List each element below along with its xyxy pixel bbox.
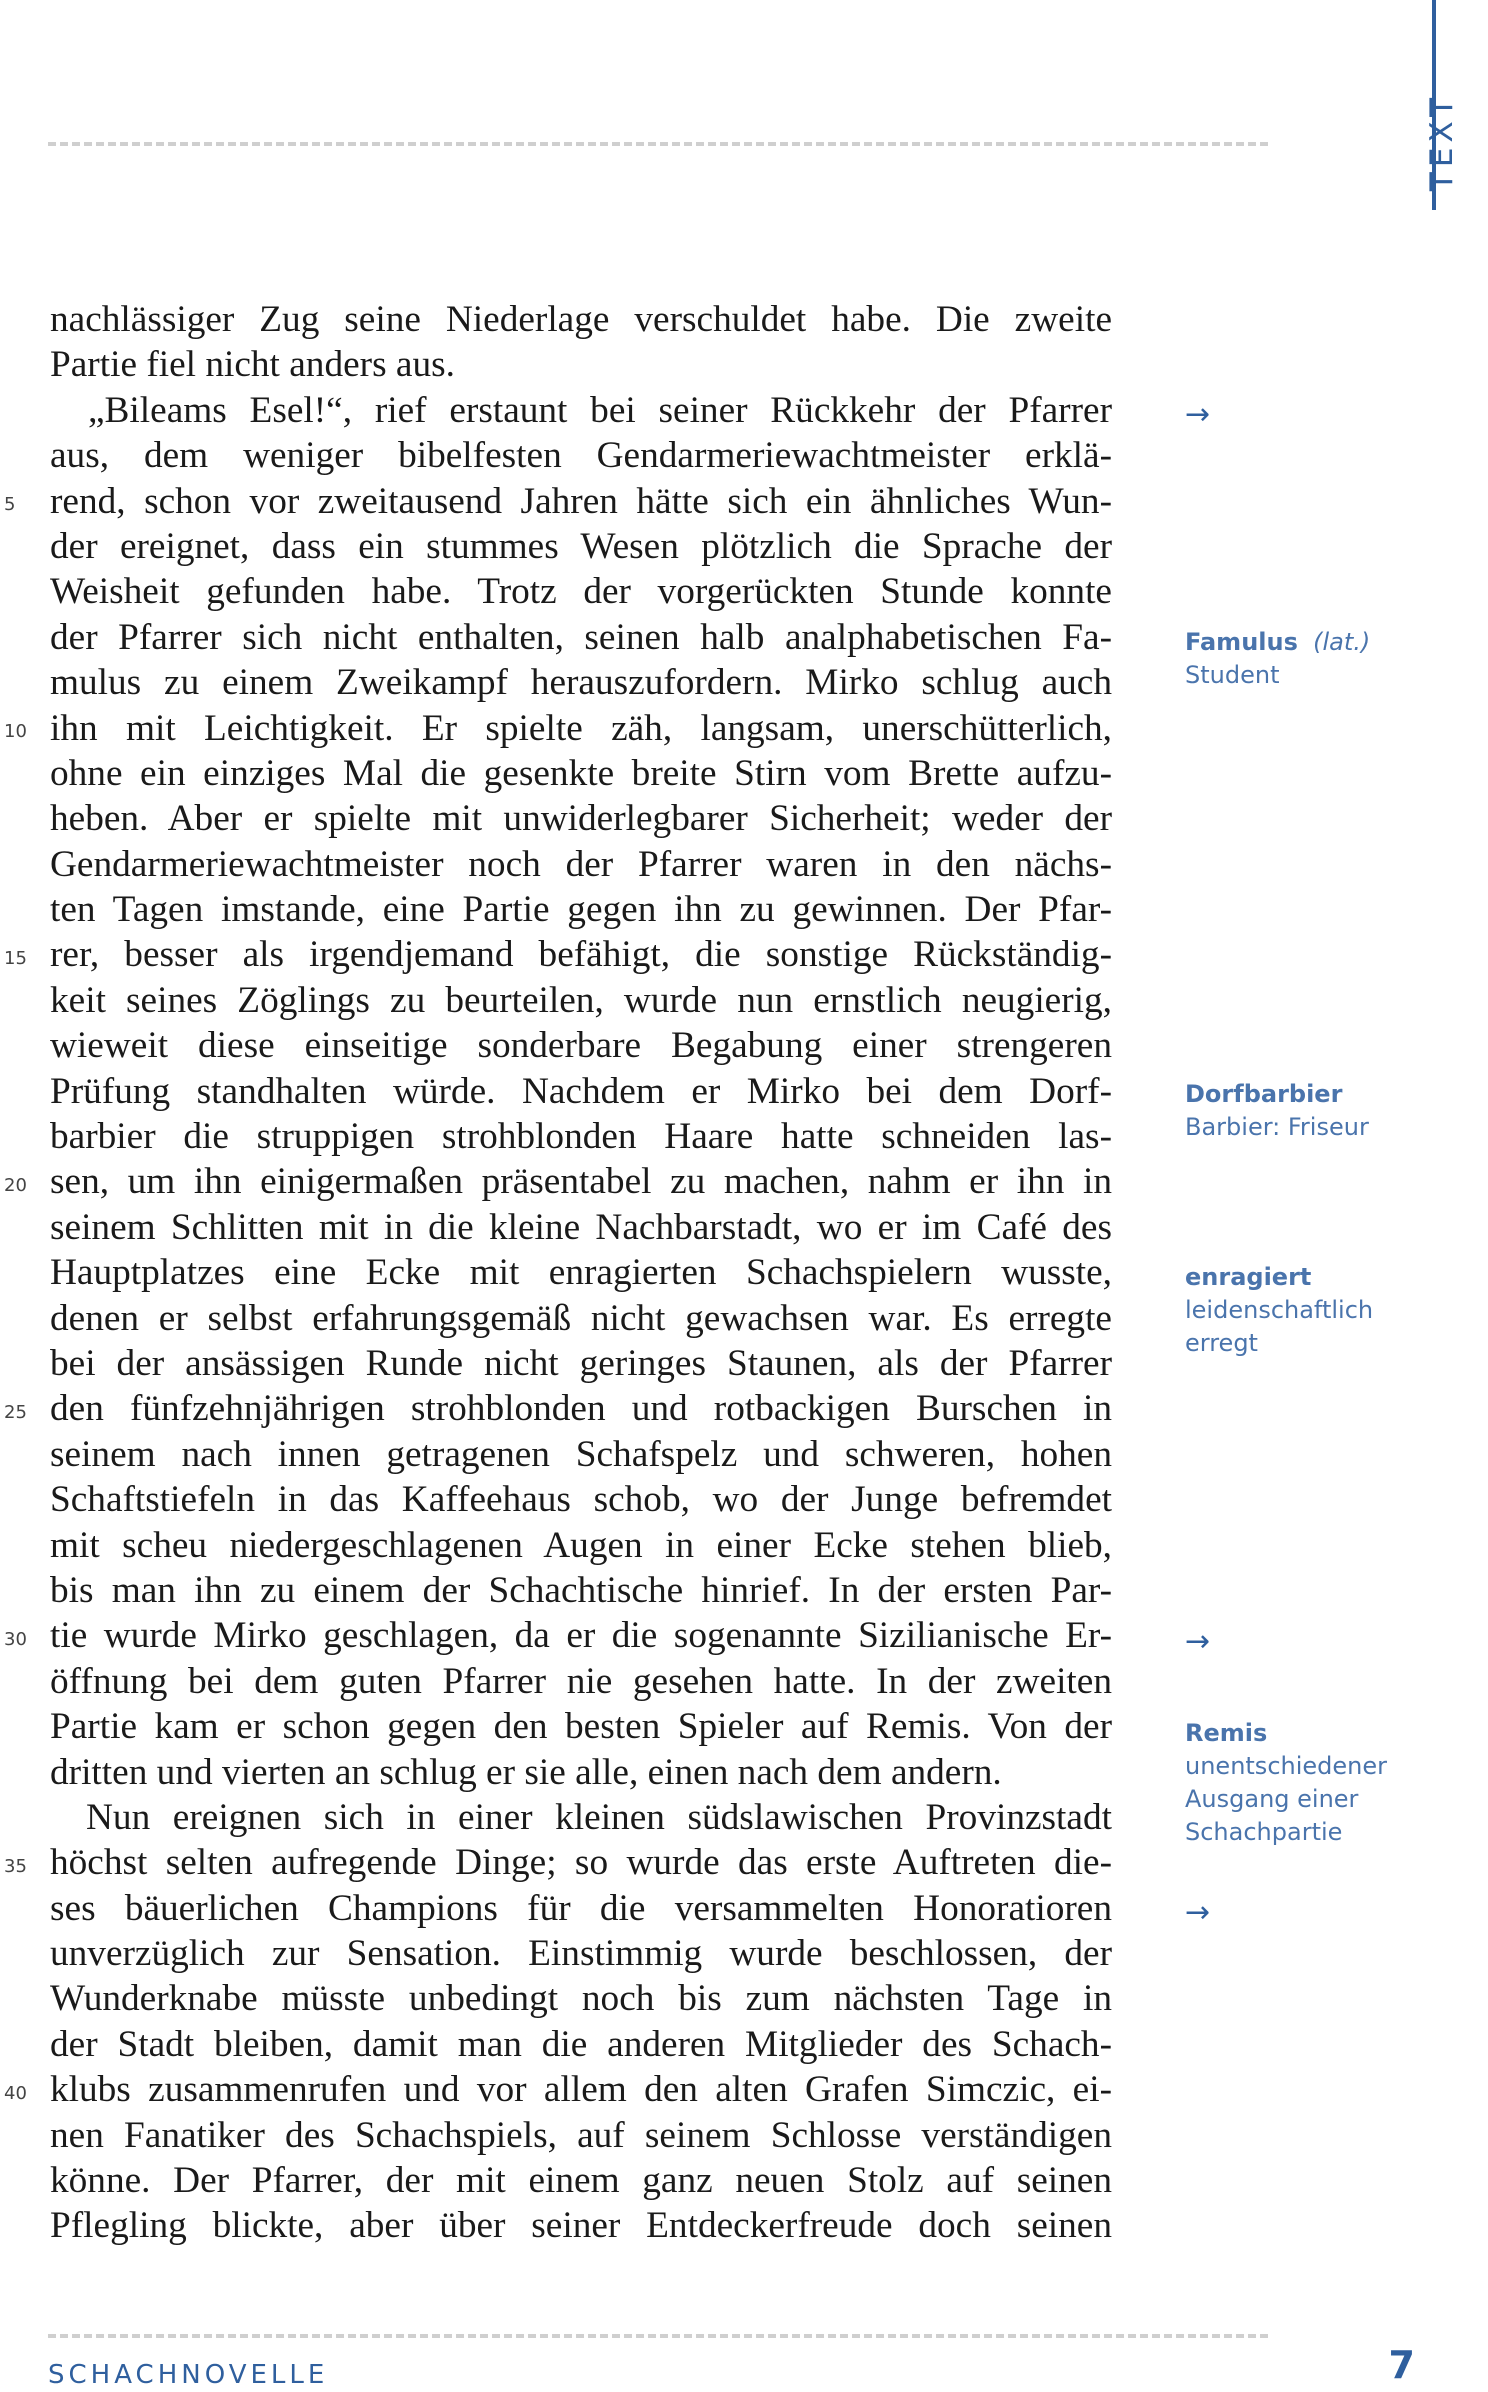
line-number: 30: [4, 1629, 27, 1650]
text-line: dritten und vierten an schlug er sie alle, einen nach dem andern.: [50, 1751, 1002, 1793]
text-line: keit seines Zöglings zu beurteilen, wurde nun ernstlich neugierig,: [50, 979, 1112, 1021]
text-line: den fünfzehnjährigen strohblonden und rotbackigen Burschen in: [50, 1388, 1112, 1430]
text-line: denen er selbst erfahrungsgemäß nicht gewachsen war. Es erregte: [50, 1297, 1112, 1339]
text-line: nachlässiger Zug seine Niederlage verschuldet habe. Die zweite: [50, 299, 1112, 340]
text-line: Wunderknabe müsste unbedingt noch bis zum nächsten Tage in: [50, 1978, 1112, 2020]
text-line: Pflegling blickte, aber über seiner Entdeckerfreude doch seinen: [50, 2205, 1112, 2247]
text-line: unverzüglich zur Sensation. Einstimmig wurde beschlossen, der: [50, 1933, 1112, 1975]
gloss-definition: Schachpartie: [1185, 1818, 1343, 1846]
text-line: rend, schon vor zweitausend Jahren hätte sich ein ähnliches Wun-: [50, 480, 1112, 522]
gloss-definition: Ausgang einer: [1185, 1785, 1359, 1813]
line-number: 40: [4, 2083, 27, 2104]
line-number: 5: [4, 494, 16, 515]
text-line: tie wurde Mirko geschlagen, da er die sogenannte Sizilianische Er-: [50, 1615, 1112, 1657]
line-number: 20: [4, 1175, 27, 1196]
text-line: mulus zu einem Zweikampf herauszufordern. Mirko schlug auch: [50, 662, 1112, 704]
gloss-term: Dorfbarbier: [1185, 1080, 1343, 1108]
text-line: bis man ihn zu einem der Schachtische hinrief. In der ersten Par-: [50, 1569, 1112, 1611]
text-line: öffnung bei dem guten Pfarrer nie gesehen hatte. In der zweiten: [50, 1660, 1112, 1702]
text-line: „Bileams Esel!“, rief erstaunt bei seiner Rückkehr der Pfarrer: [88, 389, 1112, 431]
main-text-column: [50, 297, 1112, 2249]
margin-arrow-icon: →: [1185, 397, 1211, 432]
text-line: Hauptplatzes eine Ecke mit enragierten Schachspielern wusste,: [50, 1252, 1112, 1294]
text-line: seinem nach innen getragenen Schafspelz und schweren, hohen: [50, 1433, 1112, 1475]
gloss-definition: erregt: [1185, 1329, 1258, 1357]
gloss-definition: Barbier: Friseur: [1185, 1113, 1369, 1141]
text-line: Nun ereignen sich in einer kleinen südslawischen Provinzstadt: [86, 1796, 1112, 1838]
line-number: 15: [4, 948, 27, 969]
text-line: wieweit diese einseitige sonderbare Begabung einer strengeren: [50, 1025, 1112, 1067]
page-number: 7: [1388, 2343, 1415, 2387]
text-line: ten Tagen imstande, eine Partie gegen ihn zu gewinnen. Der Pfar-: [50, 889, 1112, 931]
text-line: ihn mit Leichtigkeit. Er spielte zäh, langsam, unerschütterlich,: [50, 707, 1112, 749]
text-line: mit scheu niedergeschlagenen Augen in einer Ecke stehen blieb,: [50, 1524, 1112, 1566]
gloss-enragiert: [1185, 1261, 1425, 1360]
gloss-definition: Student: [1185, 661, 1280, 689]
text-line: sen, um ihn einigermaßen präsentabel zu machen, nahm er ihn in: [50, 1161, 1112, 1203]
margin-arrow-icon: →: [1185, 1624, 1211, 1659]
gloss-note: (lat.): [1313, 628, 1371, 656]
text-line: Partie kam er schon gegen den besten Spieler auf Remis. Von der: [50, 1706, 1112, 1748]
top-dashed-rule: [48, 142, 1268, 146]
text-line: rer, besser als irgendjemand befähigt, die sonstige Rückständig-: [50, 934, 1112, 976]
text-line: aus, dem weniger bibelfesten Gendarmeriewachtmeister erklä-: [50, 435, 1112, 477]
text-line: ohne ein einziges Mal die gesenkte breite Stirn vom Brette aufzu-: [50, 752, 1112, 794]
text-line: bei der ansässigen Runde nicht geringes Staunen, als der Pfarrer: [50, 1342, 1112, 1384]
line-number: 35: [4, 1856, 27, 1877]
gloss-term: enragiert: [1185, 1263, 1312, 1291]
text-line: ses bäuerlichen Champions für die versammelten Honoratioren: [50, 1887, 1112, 1929]
bottom-dashed-rule: [48, 2334, 1268, 2338]
gloss-definition: leidenschaftlich: [1185, 1296, 1374, 1324]
text-line: seinem Schlitten mit in die kleine Nachbarstadt, wo er im Café des: [50, 1206, 1112, 1248]
text-line: heben. Aber er spielte mit unwiderlegbarer Sicherheit; weder der: [50, 798, 1112, 840]
text-line: Gendarmeriewachtmeister noch der Pfarrer waren in den nächs-: [50, 843, 1112, 885]
gloss-dorfbarbier: [1185, 1078, 1425, 1144]
section-tab: [1412, 72, 1472, 212]
text-line: höchst selten aufregende Dinge; so wurde das erste Auftreten die-: [50, 1842, 1112, 1884]
margin-arrow-icon: →: [1185, 1895, 1211, 1930]
gloss-famulus: [1185, 626, 1425, 692]
text-line: könne. Der Pfarrer, der mit einem ganz neuen Stolz auf seinen: [50, 2160, 1112, 2202]
text-line: klubs zusammenrufen und vor allem den alten Grafen Simczic, ei-: [50, 2069, 1112, 2111]
text-line: nen Fanatiker des Schachspiels, auf seinem Schlosse verständigen: [50, 2114, 1112, 2156]
text-line: der Stadt bleiben, damit man die anderen Mitglieder des Schach-: [50, 2023, 1112, 2065]
text-line: der Pfarrer sich nicht enthalten, seinen halb analphabetischen Fa-: [50, 616, 1112, 658]
text-line: Weisheit gefunden habe. Trotz der vorgerückten Stunde konnte: [50, 571, 1112, 613]
text-line: Prüfung standhalten würde. Nachdem er Mirko bei dem Dorf-: [50, 1070, 1112, 1112]
gloss-remis: [1185, 1717, 1425, 1849]
gloss-definition: unentschiedener: [1185, 1752, 1387, 1780]
line-number: 10: [4, 721, 27, 742]
text-line: Schaftstiefeln in das Kaffeehaus schob, wo der Junge befremdet: [50, 1479, 1112, 1521]
gloss-term: Famulus: [1185, 628, 1298, 656]
text-line: Partie fiel nicht anders aus.: [50, 344, 455, 386]
text-line: barbier die struppigen strohblonden Haare hatte schneiden las-: [50, 1116, 1112, 1158]
gloss-term: Remis: [1185, 1719, 1268, 1747]
text-line: der ereignet, dass ein stummes Wesen plötzlich die Sprache der: [50, 525, 1112, 567]
footer-book-title: SCHACHNOVELLE: [48, 2360, 329, 2390]
line-number: 25: [4, 1402, 27, 1423]
section-tab-label: TEXT: [1424, 92, 1460, 192]
